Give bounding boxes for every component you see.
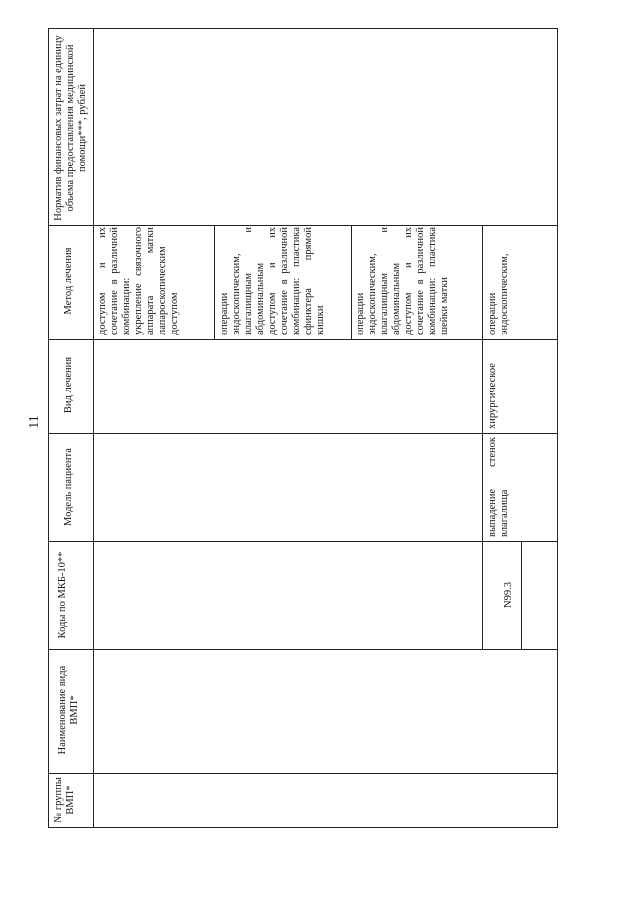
col-sep-6: [49, 773, 557, 774]
method-row-sep-3: [482, 225, 483, 339]
method-cell-3: операции эндоскопическим, влагалищным и абдоминальным доступом и их сочетание в различной комбинации: пластика шейки матки: [355, 227, 450, 335]
header-separator: [93, 29, 94, 827]
col-sep-2: [49, 339, 557, 340]
method-row-sep-2: [351, 225, 352, 339]
col-sep-3: [49, 433, 557, 434]
method-cell-2: операции эндоскопическим, влагалищным и абдоминальным доступом и их сочетание в различной комбинации: пластика сфинктера прямой кишки: [219, 227, 326, 335]
row-sep-code: [521, 541, 522, 649]
header-treatment-type: Вид лечения: [63, 356, 74, 414]
row-sep-lower: [482, 339, 483, 649]
mkb-code-cell-4: N99.3: [503, 582, 514, 608]
method-row-sep-1: [214, 225, 215, 339]
col-sep-1: [49, 225, 557, 226]
method-cell-4: операции эндоскопическим,: [487, 253, 510, 335]
patient-model-cell-4: выпадение стенок влагалища: [487, 437, 510, 537]
header-vmp-name: Наименование вида ВМП*: [57, 665, 80, 755]
treatment-type-cell-4: хирургическое: [487, 363, 498, 429]
header-mkb-codes: Коды по МКБ-10**: [57, 551, 68, 639]
col-sep-4: [49, 541, 557, 542]
header-treatment-method: Метод лечения: [63, 247, 74, 315]
col-sep-5: [49, 649, 557, 650]
header-financial-norm: Норматив финансовых затрат на единицу объема предоставления медицинской помощи***, рублей: [53, 35, 88, 221]
table: [48, 28, 558, 828]
header-patient-model: Модель пациента: [63, 448, 74, 526]
page-number: 11: [27, 415, 42, 429]
header-group-no: № группы ВМП*: [53, 777, 76, 823]
method-cell-1: доступом и их сочетание в различной комбинации: укрепление связочного аппарата матки лапароскопическим доступом: [97, 227, 180, 335]
